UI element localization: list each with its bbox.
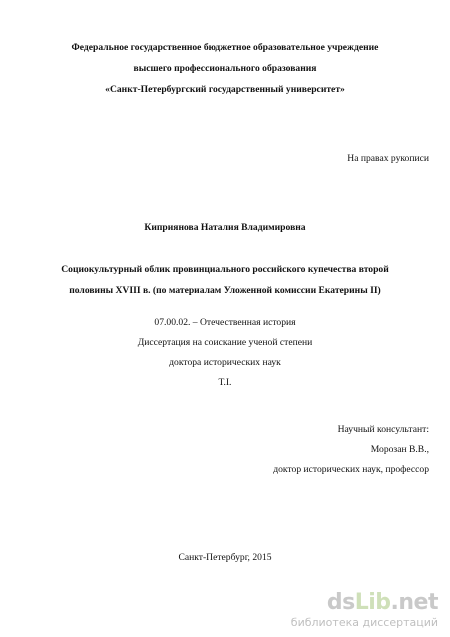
degree-line-2: доктора исторических наук <box>169 357 281 368</box>
institution-line-1: Федеральное государственное бюджетное образовательное учреждение <box>71 42 379 53</box>
specialty-code: 07.00.02. – Отечественная история <box>154 317 296 328</box>
dslib-logo <box>327 591 438 615</box>
author-name: Киприянова Наталия Владимировна <box>144 222 306 233</box>
logo-ds: ds <box>326 590 355 615</box>
logo-lib: Lib <box>354 590 391 615</box>
consultant-credentials: доктор исторических наук, профессор <box>273 464 429 475</box>
consultant-label: Научный консультант: <box>337 424 429 435</box>
degree-line-1: Диссертация на соискание ученой степени <box>137 337 313 348</box>
watermark-subtitle: библиотека диссертаций <box>290 616 438 629</box>
logo-net: .net <box>390 590 438 615</box>
institution-line-2: высшего профессионального образования <box>133 63 317 74</box>
manuscript-note: На правах рукописи <box>347 153 429 164</box>
dissertation-title-line-2: половины XVIII в. (по материалам Уложенной комиссии Екатерины II) <box>69 285 381 296</box>
institution-line-3: «Санкт-Петербургский государственный университет» <box>105 84 345 95</box>
dslib-watermark <box>290 590 442 631</box>
dissertation-title-line-1: Социокультурный облик провинциального российского купечества второй <box>61 264 389 275</box>
volume-number: Т.I. <box>218 377 232 388</box>
place-and-year: Санкт-Петербург, 2015 <box>178 552 272 563</box>
consultant-name: Морозан В.В., <box>370 444 429 455</box>
